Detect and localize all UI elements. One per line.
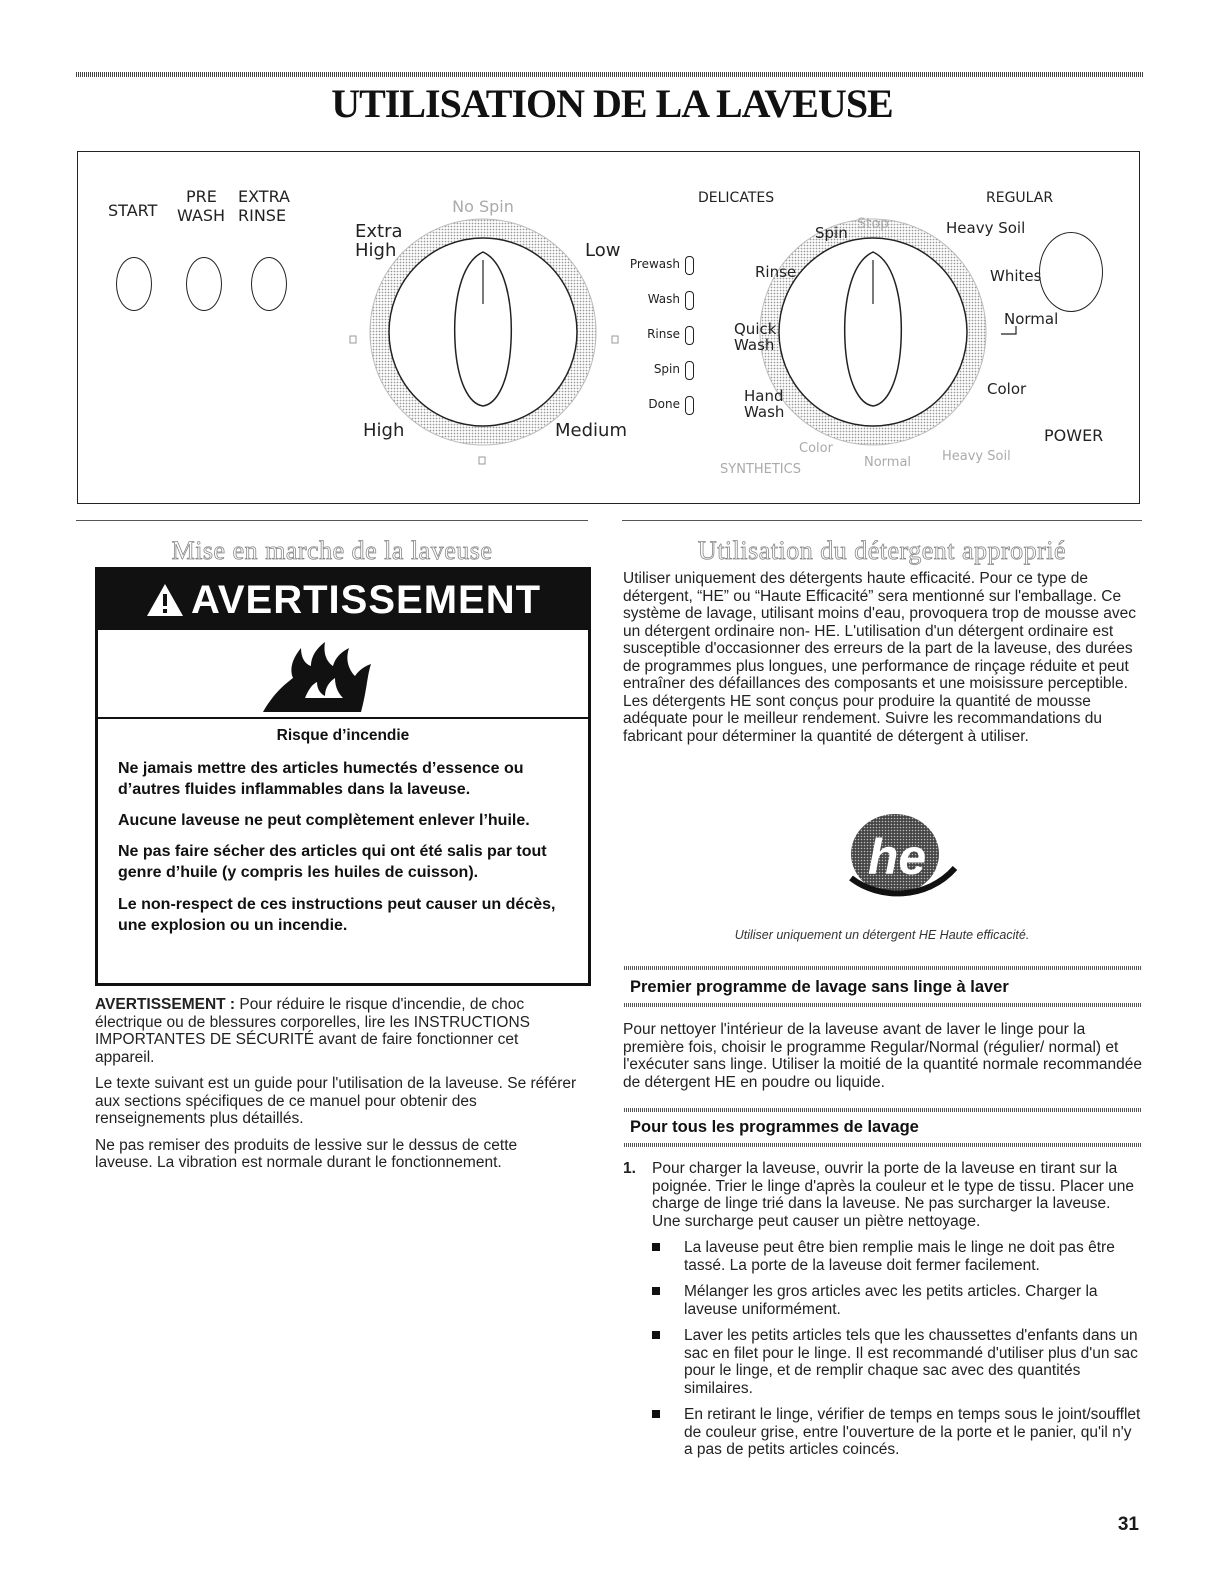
- status-lights: [614, 256, 694, 431]
- status-rinse-light: [685, 326, 694, 345]
- extra-rinse-label-line1: EXTRA: [238, 187, 290, 206]
- he-logo-icon: [839, 808, 958, 902]
- subsection-2-top-rule: [624, 1108, 1142, 1112]
- extra-high-label-1: Extra: [355, 221, 403, 242]
- quick-wash-label-1: Quick: [734, 320, 777, 338]
- bullet-item-text: Mélanger les gros articles avec les petits articles. Charger la laveuse uniformément.: [684, 1283, 1098, 1318]
- spin-dial-tick-bottom: [479, 457, 485, 464]
- page-title: UTILISATION DE LA LAVEUSE: [331, 81, 893, 126]
- bullet-square-icon: [652, 1287, 660, 1295]
- status-wash-label: Wash: [647, 292, 680, 306]
- bullet-item-text: En retirant le linge, vérifier de temps en temps sous le joint/soufflet de couleur grise, entre l'ouverture de la porte et le panier, qu'il n'y a pas de petits articles coincés.: [684, 1406, 1141, 1458]
- subsection-2-heading: Pour tous les programmes de lavage: [630, 1118, 919, 1136]
- warning-line-2: Aucune laveuse ne peut complètement enlever l’huile.: [118, 812, 530, 829]
- left-body-text: [95, 996, 577, 1181]
- hand-wash-label-2: Wash: [744, 403, 785, 421]
- subsection-2-bottom-rule: [624, 1143, 1142, 1147]
- prewash-label-line1: PRE: [186, 187, 217, 206]
- subsection-1-bottom-rule: [624, 1003, 1142, 1007]
- step-1-number: 1.: [623, 1160, 636, 1177]
- left-paragraph-1-text: Pour réduire le risque d'incendie, de choc électrique ou de blessures corporelles, lire les INSTRUCTIONS IMPORTANTES DE SÉCURITÉ avant de faire fonctionner cet appareil.: [95, 996, 531, 1066]
- extra-rinse-button[interactable]: [251, 257, 287, 311]
- page-number: 31: [1117, 1514, 1139, 1535]
- spin-dial-tick-left: [350, 336, 356, 343]
- warning-divider: [98, 717, 588, 719]
- hand-wash-label-1: Hand: [744, 387, 784, 405]
- status-done: [614, 396, 694, 431]
- synthetics-color-label: Color: [799, 441, 833, 456]
- warning-line-1: Ne jamais mettre des articles humectés d’essence ou d’autres fluides inflammables dans la laveuse.: [118, 760, 524, 798]
- delicates-label: DELICATES: [698, 190, 775, 206]
- normal-label: Normal: [1004, 310, 1059, 328]
- low-label: Low: [585, 240, 621, 261]
- extra-rinse-label-line2: RINSE: [238, 206, 287, 225]
- status-rinse: [614, 326, 694, 361]
- bullet-square-icon: [652, 1243, 660, 1251]
- bullet-item-text: La laveuse peut être bien remplie mais le linge ne doit pas être tassé. La porte de la laveuse doit fermer facilement.: [684, 1239, 1115, 1274]
- left-section-heading: Mise en marche de la laveuse: [171, 536, 493, 565]
- top-dotted-rule: [76, 72, 1144, 77]
- extra-high-label-2: High: [355, 240, 397, 261]
- start-button[interactable]: [116, 257, 152, 311]
- cycle-spin-label: Spin: [815, 224, 848, 242]
- prewash-label-line2: WASH: [177, 206, 226, 225]
- status-done-light: [685, 396, 694, 415]
- fire-hazard-title: Risque d’incendie: [276, 727, 410, 744]
- right-section-heading: Utilisation du détergent approprié: [697, 536, 1067, 565]
- synthetics-label: SYNTHETICS: [720, 462, 801, 477]
- control-panel-illustration: [77, 151, 1140, 504]
- power-label: POWER: [1044, 426, 1104, 445]
- status-wash-light: [685, 291, 694, 310]
- cycle-rinse-label: Rinse: [755, 263, 797, 281]
- stop-label: Stop: [857, 216, 889, 232]
- bullet-item: [652, 1283, 1143, 1318]
- quick-wash-label-2: Wash: [734, 336, 775, 354]
- start-label: START: [108, 201, 158, 220]
- warning-line-4: Le non-respect de ces instructions peut causer un décès, une explosion ou un incendie.: [118, 896, 556, 934]
- status-wash: [614, 291, 694, 326]
- left-paragraph-1: [95, 996, 577, 1066]
- he-logo-caption: Utiliser uniquement un détergent HE Haute efficacité.: [734, 928, 1030, 942]
- status-prewash: [614, 256, 694, 291]
- synthetics-normal-label: Normal: [864, 455, 912, 470]
- warning-banner: [98, 570, 588, 630]
- subsection-1-text: Pour nettoyer l'intérieur de la laveuse avant de laver le linge pour la première fois, choisir le programme Regular/Normal (régulier/ normal) et l'exécuter sans linge. Utiliser la moitié de la quantité normale recommandée de détergent HE en poudre ou liquide.: [623, 1021, 1143, 1091]
- left-paragraph-2: Le texte suivant est un guide pour l'utilisation de la laveuse. Se référer aux sections spécifiques de ce manuel pour obtenir des renseignements plus détaillés.: [95, 1075, 577, 1127]
- power-button[interactable]: [1039, 232, 1103, 312]
- warning-banner-text: AVERTISSEMENT: [190, 577, 542, 622]
- high-label: High: [363, 420, 405, 441]
- left-paragraph-3: Ne pas remiser des produits de lessive sur le dessus de cette laveuse. La vibration est normale durant le fonctionnement.: [95, 1136, 518, 1171]
- bullet-square-icon: [652, 1410, 660, 1418]
- step-1: [623, 1160, 1143, 1230]
- no-spin-label: No Spin: [452, 197, 514, 216]
- status-prewash-light: [685, 256, 694, 275]
- left-paragraph-1-lead: AVERTISSEMENT :: [95, 996, 236, 1013]
- subsection-1-top-rule: [624, 966, 1142, 970]
- warning-line-3: Ne pas faire sécher des articles qui ont été salis par tout genre d’huile (y compris les huiles de cuisson).: [118, 843, 547, 881]
- he-logo-text: he: [867, 829, 927, 885]
- bullet-item: [652, 1406, 1143, 1459]
- status-done-label: Done: [648, 397, 680, 411]
- color-label: Color: [987, 380, 1027, 398]
- whites-label: Whites: [990, 267, 1042, 285]
- step-1-text: Pour charger la laveuse, ouvrir la porte de la laveuse en tirant sur la poignée. Trier le linge d'après la couleur et le type de tissu. Placer une charge de linge trié dans la laveuse. Ne pas surcharger la laveuse. Une surcharge peut causer un piètre nettoyage.: [652, 1160, 1135, 1230]
- left-column-rule: [76, 520, 588, 521]
- heavy-soil-label: Heavy Soil: [946, 219, 1026, 237]
- synthetics-heavy-soil-label: Heavy Soil: [942, 449, 1011, 464]
- bullet-square-icon: [652, 1331, 660, 1339]
- status-spin-label: Spin: [653, 362, 680, 376]
- warning-box: [95, 567, 591, 986]
- status-spin-light: [685, 361, 694, 380]
- he-logo: [839, 808, 958, 902]
- step-list: [623, 1160, 1143, 1468]
- prewash-button[interactable]: [186, 257, 222, 311]
- bullet-item-text: Laver les petits articles tels que les chaussettes d'enfants dans un sac en filet pour le linge. Il est recommandé d'utiliser plus d'un sac pour le linge, et de remplir chaque sac avec des quantités similaires.: [684, 1327, 1138, 1397]
- status-spin: [614, 361, 694, 396]
- spin-speed-knob[interactable]: [333, 192, 633, 472]
- medium-label: Medium: [555, 420, 627, 441]
- status-rinse-label: Rinse: [647, 327, 680, 341]
- subsection-1-heading: Premier programme de lavage sans linge à laver: [630, 978, 1009, 996]
- regular-label: REGULAR: [986, 190, 1054, 206]
- warning-triangle-icon: [145, 582, 185, 618]
- status-prewash-label: Prewash: [629, 257, 680, 271]
- step-1-bullets: [623, 1239, 1143, 1459]
- bullet-item: [652, 1239, 1143, 1274]
- bullet-item: [652, 1327, 1143, 1397]
- detergent-intro: Utiliser uniquement des détergents haute efficacité. Pour ce type de détergent, “HE” ou “Haute Efficacité” sera mentionné sur l'emballage. Ce système de lavage, utilisant moins d'eau, provoquera trop de mousse avec un détergent ordinaire non- HE. L'utilisation d'un détergent ordinaire est susceptible d'occasionner des erreurs de la part de la laveuse, des durées de programmes plus longues, une performance de rinçage réduite et peut entraîner des défaillances des composants et une moisissure perceptible. Les détergents HE sont conçus pour produire la quantité de mousse adéquate pour le meilleur rendement. Suivre les recommandations du fabricant pour déterminer la quantité de détergent à utiliser.: [623, 570, 1137, 745]
- right-column-rule: [622, 520, 1142, 521]
- fire-hazard-icon: [255, 638, 375, 713]
